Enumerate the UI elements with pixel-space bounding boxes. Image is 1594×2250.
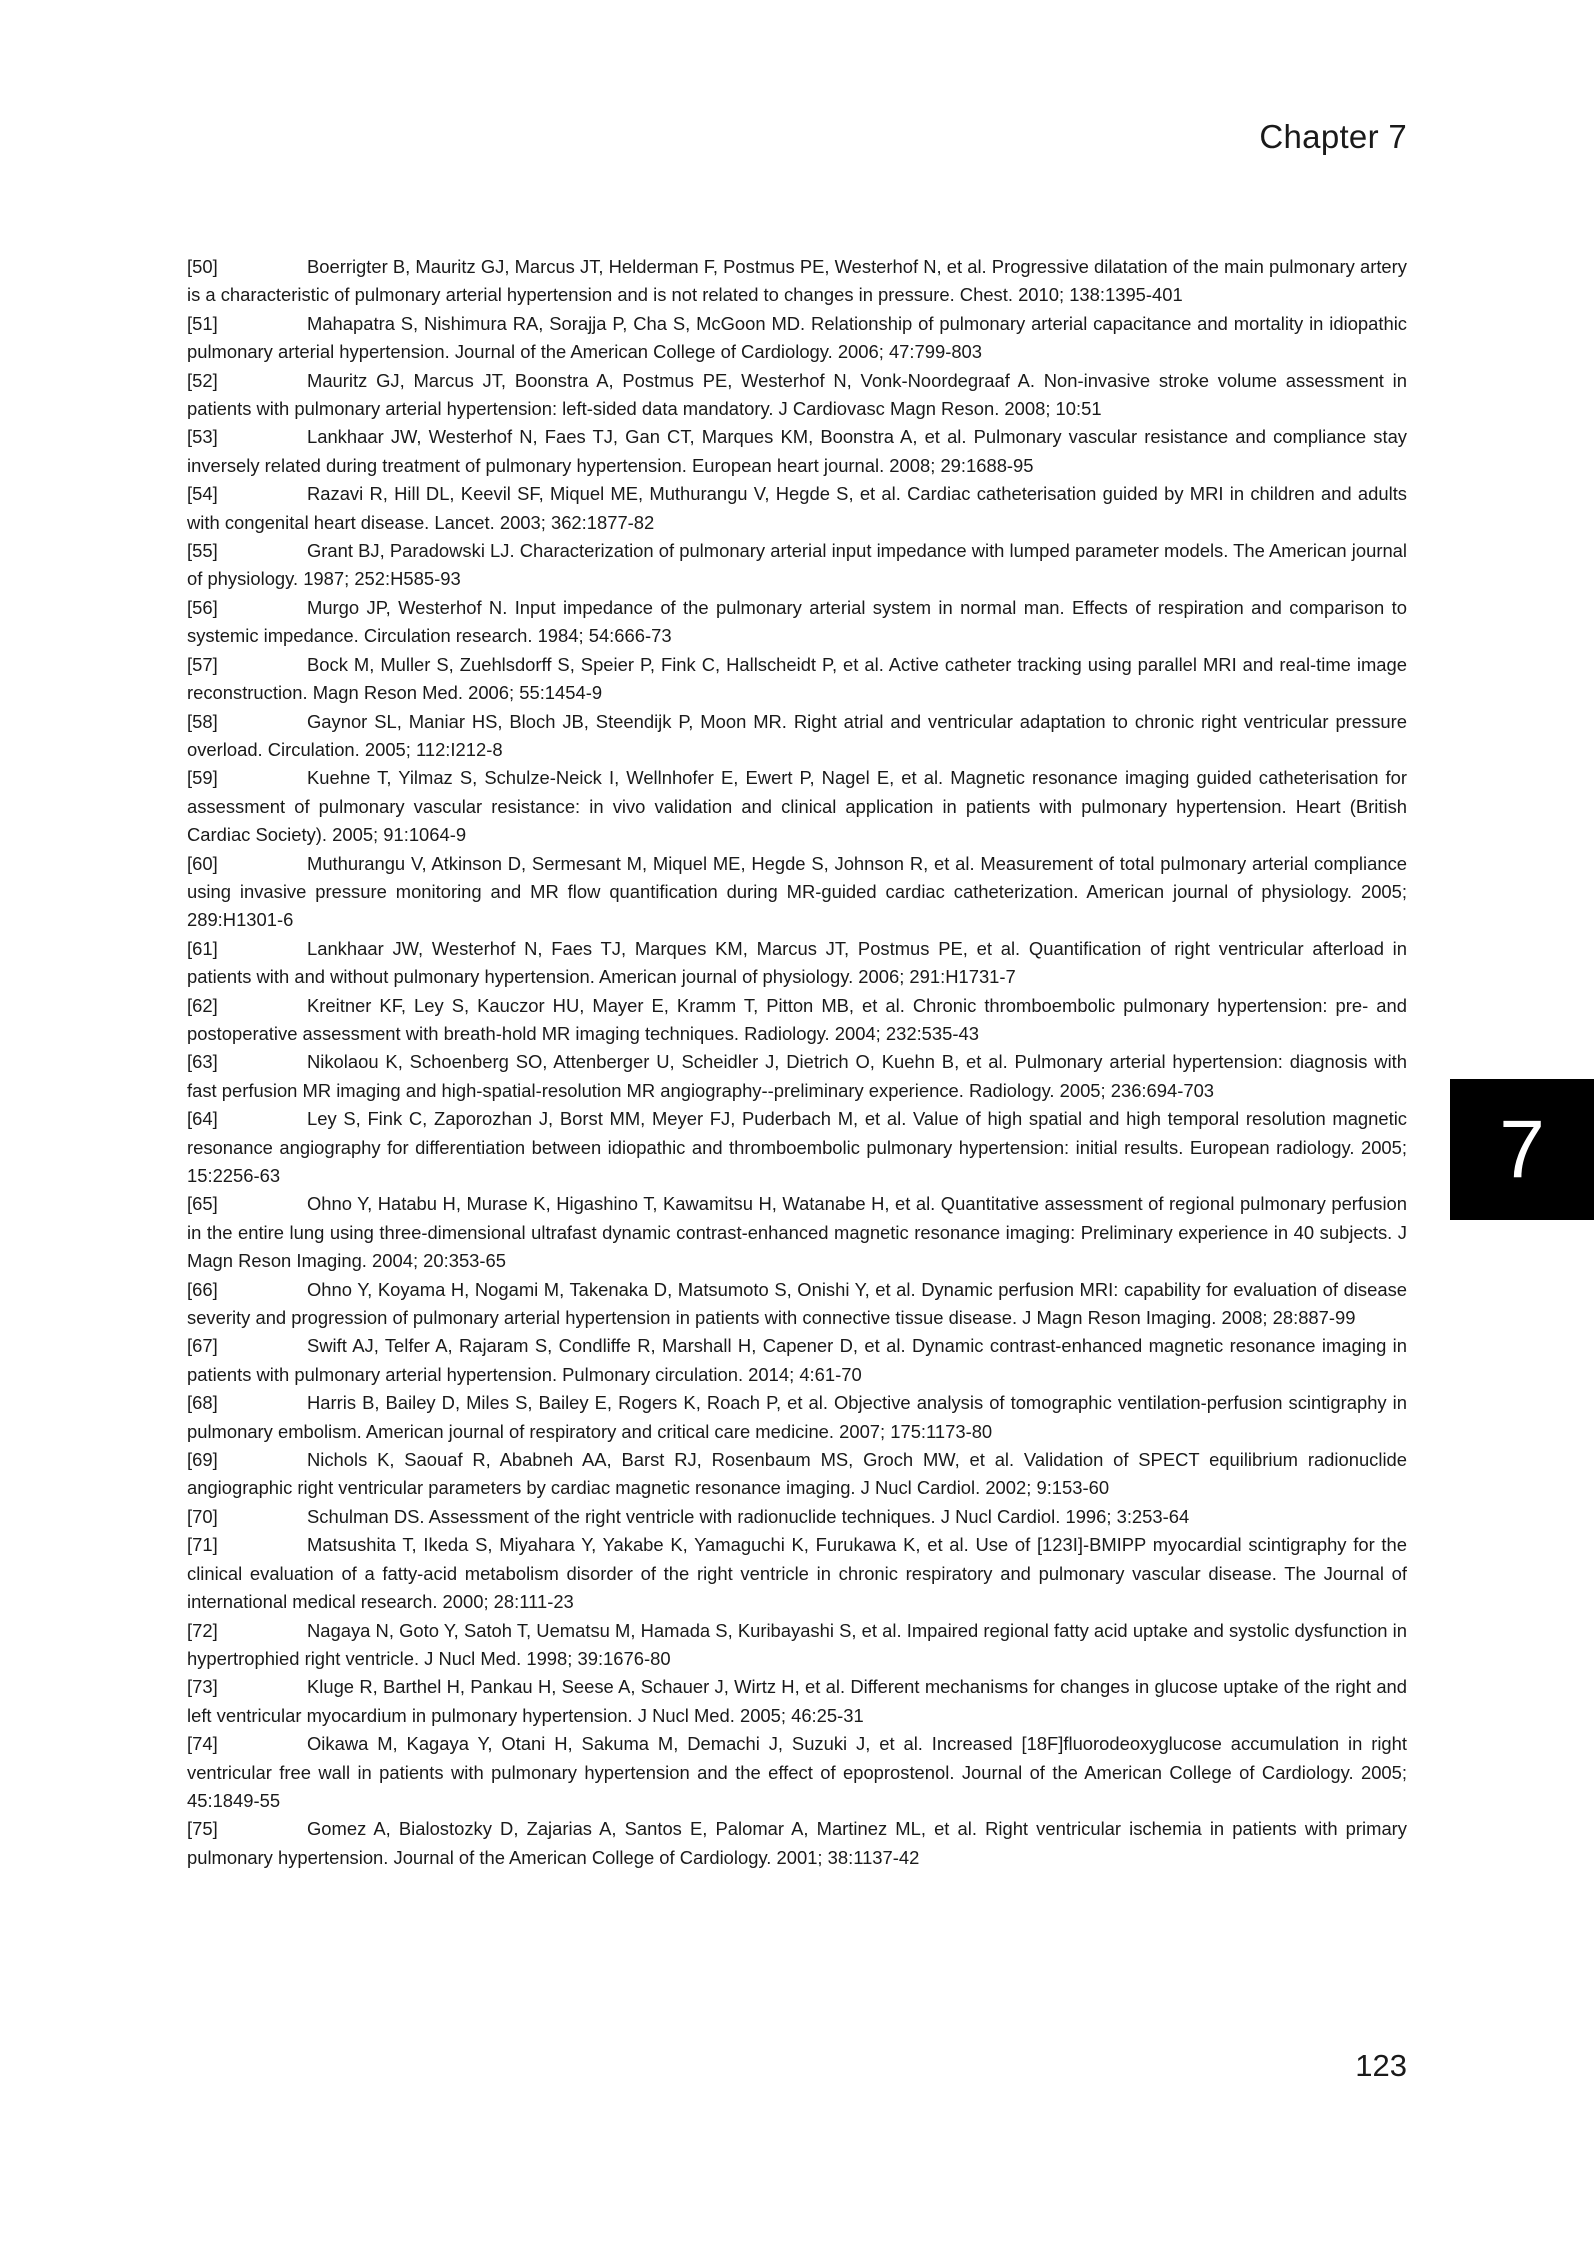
reference-entry	[187, 1503, 1407, 1531]
reference-number: [57]	[187, 653, 218, 675]
reference-entry	[187, 850, 1407, 935]
reference-entry	[187, 651, 1407, 708]
reference-text: Swift AJ, Telfer A, Rajaram S, Condliffe R, Marshall H, Capener D, et al. Dynamic contrast-enhanced magnetic resonance imaging in patients with pulmonary arterial hypertension. Pulmonary circulation. 2014; 4:61-70	[187, 1335, 1407, 1385]
reference-number: [53]	[187, 426, 218, 448]
reference-text: Ohno Y, Hatabu H, Murase K, Higashino T, Kawamitsu H, Watanabe H, et al. Quantitative assessment of regional pulmonary perfusion in the entire lung using three-dimensional ultrafast dynamic contrast-enhanced magnetic resonance imaging: Preliminary experience in 40 subjects. J Magn Reson Imaging. 2004; 20:353-65	[187, 1193, 1407, 1272]
reference-number: [60]	[187, 852, 218, 874]
reference-number: [68]	[187, 1392, 218, 1414]
reference-entry	[187, 708, 1407, 765]
reference-entry	[187, 1815, 1407, 1872]
reference-entry	[187, 935, 1407, 992]
reference-entry	[187, 1048, 1407, 1105]
reference-number: [58]	[187, 710, 218, 732]
reference-text: Mahapatra S, Nishimura RA, Sorajja P, Cha S, McGoon MD. Relationship of pulmonary arterial capacitance and mortality in idiopathic pulmonary arterial hypertension. Journal of the American College of Cardiology. 2006; 47:799-803	[187, 312, 1407, 363]
reference-number: [69]	[187, 1449, 218, 1471]
reference-entry	[187, 1276, 1407, 1333]
reference-text: Gaynor SL, Maniar HS, Bloch JB, Steendijk P, Moon MR. Right atrial and ventricular adaptation to chronic right ventricular pressure overload. Circulation. 2005; 112:I212-8	[187, 710, 1407, 760]
reference-text: Matsushita T, Ikeda S, Miyahara Y, Yakabe K, Yamaguchi K, Furukawa K, et al. Use of [123I]-BMIPP myocardial scintigraphy for the clinical evaluation of a fatty-acid metabolism disorder of the right ventricle in chronic respiratory and pulmonary vascular disease. The Journal of international medical research. 2000; 28:111-23	[187, 1534, 1407, 1613]
reference-entry	[187, 594, 1407, 651]
reference-entry	[187, 537, 1407, 594]
reference-text: Nikolaou K, Schoenberg SO, Attenberger U, Scheidler J, Dietrich O, Kuehn B, et al. Pulmonary arterial hypertension: diagnosis with fast perfusion MR imaging and high-spatial-resolution MR angiography--preliminary experience. Radiology. 2005; 236:694-703	[187, 1051, 1407, 1101]
reference-text: Kuehne T, Yilmaz S, Schulze-Neick I, Wellnhofer E, Ewert P, Nagel E, et al. Magnetic resonance imaging guided catheterisation for assessment of pulmonary vascular resistance: in vivo validation and clinical application in patients with pulmonary hypertension. Heart (British Cardiac Society). 2005; 91:1064-9	[187, 767, 1407, 846]
reference-entry	[187, 253, 1407, 310]
reference-number: [64]	[187, 1108, 218, 1130]
reference-text: Kluge R, Barthel H, Pankau H, Seese A, Schauer J, Wirtz H, et al. Different mechanisms for changes in glucose uptake of the right and left ventricular myocardium in pulmonary hypertension. J Nucl Med. 2005; 46:25-31	[187, 1676, 1407, 1726]
reference-number: [50]	[187, 256, 218, 277]
reference-number: [67]	[187, 1335, 218, 1357]
reference-entry	[187, 310, 1407, 367]
reference-entry	[187, 1190, 1407, 1275]
reference-entry	[187, 1389, 1407, 1446]
page-number: 123	[1355, 2048, 1407, 2083]
reference-number: [51]	[187, 312, 218, 334]
reference-text: Kreitner KF, Ley S, Kauczor HU, Mayer E, Kramm T, Pitton MB, et al. Chronic thromboembolic pulmonary hypertension: pre- and postoperative assessment with breath-hold MR imaging techniques. Radiology. 2004; 232:535-43	[187, 994, 1407, 1044]
reference-number: [63]	[187, 1051, 218, 1073]
reference-number: [71]	[187, 1534, 218, 1556]
reference-number: [52]	[187, 369, 218, 391]
reference-entry	[187, 1617, 1407, 1674]
reference-number: [70]	[187, 1505, 218, 1527]
reference-text: Muthurangu V, Atkinson D, Sermesant M, Miquel ME, Hegde S, Johnson R, et al. Measurement of total pulmonary arterial compliance using invasive pressure monitoring and MR flow quantification during MR-guided cardiac catheterization. American journal of physiology. 2005; 289:H1301-6	[187, 852, 1407, 931]
reference-number: [66]	[187, 1278, 218, 1300]
reference-number: [74]	[187, 1733, 218, 1755]
reference-number: [72]	[187, 1619, 218, 1641]
reference-text: Lankhaar JW, Westerhof N, Faes TJ, Marques KM, Marcus JT, Postmus PE, et al. Quantification of right ventricular afterload in patients with and without pulmonary hypertension. American journal of physiology. 2006; 291:H1731-7	[187, 937, 1407, 988]
reference-text: Mauritz GJ, Marcus JT, Boonstra A, Postmus PE, Westerhof N, Vonk-Noordegraaf A. Non-invasive stroke volume assessment in patients with pulmonary arterial hypertension: left-sided data mandatory. J Cardiovasc Magn Reson. 2008; 10:51	[187, 369, 1407, 420]
reference-text: Lankhaar JW, Westerhof N, Faes TJ, Gan CT, Marques KM, Boonstra A, et al. Pulmonary vascular resistance and compliance stay inversely related during treatment of pulmonary hypertension. European heart journal. 2008; 29:1688-95	[187, 426, 1407, 476]
reference-text: Nichols K, Saouaf R, Ababneh AA, Barst RJ, Rosenbaum MS, Groch MW, et al. Validation of SPECT equilibrium radionuclide angiographic right ventricular parameters by cardiac magnetic resonance imaging. J Nucl Cardiol. 2002; 9:153-60	[187, 1449, 1407, 1499]
chapter-header: Chapter 7	[1259, 118, 1407, 155]
reference-text: Murgo JP, Westerhof N. Input impedance of the pulmonary arterial system in normal man. Effects of respiration and comparison to systemic impedance. Circulation research. 1984; 54:666-73	[187, 596, 1407, 647]
reference-entry	[187, 1446, 1407, 1503]
reference-text: Ley S, Fink C, Zaporozhan J, Borst MM, Meyer FJ, Puderbach M, et al. Value of high spatial and high temporal resolution magnetic resonance angiography for differentiation between idiopathic and thromboembolic pulmonary hypertension: initial results. European radiology. 2005; 15:2256-63	[187, 1108, 1407, 1186]
reference-text: Boerrigter B, Mauritz GJ, Marcus JT, Helderman F, Postmus PE, Westerhof N, et al. Progressive dilatation of the main pulmonary artery is a characteristic of pulmonary arterial hypertension and is not related to changes in pressure. Chest. 2010; 138:1395-401	[187, 256, 1407, 306]
reference-text: Nagaya N, Goto Y, Satoh T, Uematsu M, Hamada S, Kuribayashi S, et al. Impaired regional fatty acid uptake and systolic dysfunction in hypertrophied right ventricle. J Nucl Med. 1998; 39:1676-80	[187, 1619, 1407, 1669]
reference-number: [55]	[187, 540, 218, 562]
reference-entry	[187, 1531, 1407, 1616]
reference-number: [54]	[187, 483, 218, 505]
reference-entry	[187, 367, 1407, 424]
reference-number: [61]	[187, 937, 218, 959]
reference-entry	[187, 1105, 1407, 1190]
reference-number: [73]	[187, 1676, 218, 1698]
chapter-thumb-tab: 7	[1450, 1079, 1594, 1220]
reference-text: Grant BJ, Paradowski LJ. Characterization of pulmonary arterial input impedance with lumped parameter models. The American journal of physiology. 1987; 252:H585-93	[187, 540, 1407, 590]
reference-entry	[187, 480, 1407, 537]
reference-number: [62]	[187, 994, 218, 1016]
reference-entry	[187, 992, 1407, 1049]
reference-text: Schulman DS. Assessment of the right ventricle with radionuclide techniques. J Nucl Cardiol. 1996; 3:253-64	[307, 1505, 1190, 1527]
reference-number: [65]	[187, 1193, 218, 1215]
reference-number: [59]	[187, 767, 218, 789]
reference-list	[187, 253, 1407, 1872]
reference-number: [75]	[187, 1818, 218, 1840]
reference-text: Bock M, Muller S, Zuehlsdorff S, Speier P, Fink C, Hallscheidt P, et al. Active catheter tracking using parallel MRI and real-time image reconstruction. Magn Reson Med. 2006; 55:1454-9	[187, 653, 1407, 704]
reference-entry	[187, 1332, 1407, 1389]
reference-text: Oikawa M, Kagaya Y, Otani H, Sakuma M, Demachi J, Suzuki J, et al. Increased [18F]fluorodeoxyglucose accumulation in right ventricular free wall in patients with pulmonary hypertension and the effect of epoprostenol. Journal of the American College of Cardiology. 2005; 45:1849-55	[187, 1733, 1407, 1811]
reference-text: Gomez A, Bialostozky D, Zajarias A, Santos E, Palomar A, Martinez ML, et al. Right ventricular ischemia in patients with primary pulmonary hypertension. Journal of the American College of Cardiology. 2001; 38:1137-42	[187, 1818, 1407, 1868]
reference-text: Ohno Y, Koyama H, Nogami M, Takenaka D, Matsumoto S, Onishi Y, et al. Dynamic perfusion MRI: capability for evaluation of disease severity and progression of pulmonary arterial hypertension in patients with connective tissue disease. J Magn Reson Imaging. 2008; 28:887-99	[187, 1278, 1407, 1329]
reference-entry	[187, 764, 1407, 849]
reference-text: Harris B, Bailey D, Miles S, Bailey E, Rogers K, Roach P, et al. Objective analysis of tomographic ventilation-perfusion scintigraphy in pulmonary embolism. American journal of respiratory and critical care medicine. 2007; 175:1173-80	[187, 1392, 1407, 1442]
reference-text: Razavi R, Hill DL, Keevil SF, Miquel ME, Muthurangu V, Hegde S, et al. Cardiac catheterisation guided by MRI in children and adults with congenital heart disease. Lancet. 2003; 362:1877-82	[187, 483, 1407, 533]
reference-entry	[187, 423, 1407, 480]
reference-entry	[187, 1730, 1407, 1815]
reference-entry	[187, 1673, 1407, 1730]
reference-number: [56]	[187, 596, 218, 618]
